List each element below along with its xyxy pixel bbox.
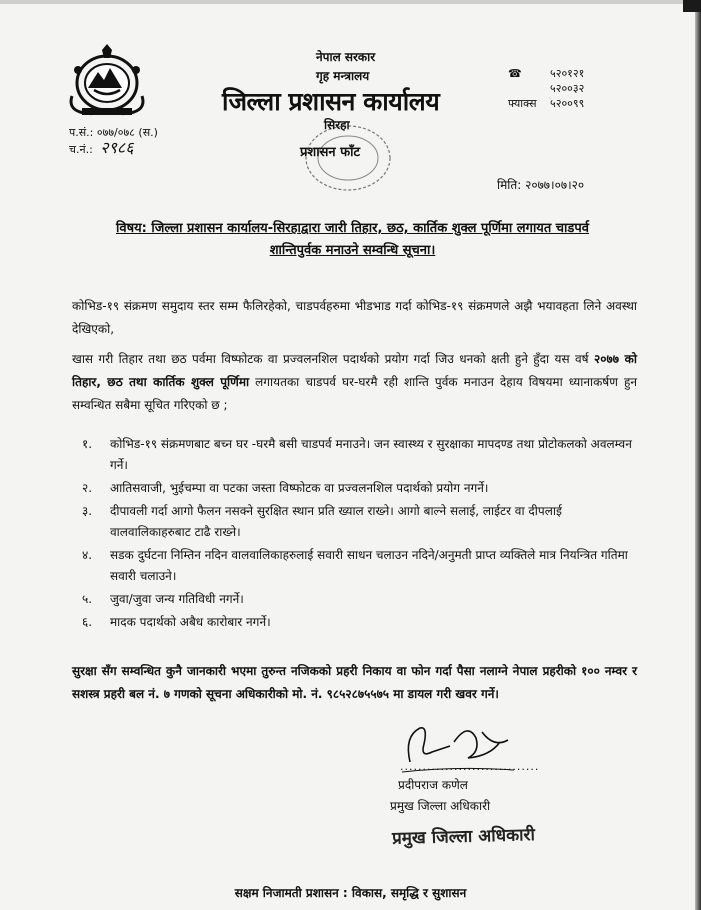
letter-date: मिति: २०७७।०७।२० <box>497 178 585 192</box>
list-item <box>82 589 642 610</box>
paragraph-1: कोभिड-१९ संक्रमण समुदाय स्तर सम्म फैलिरहेको, चाडपर्वहरुमा भीडभाड गर्दा कोभिड-१९ संक्रमणले अझै भयावहता लिने अवस्था देखिएको, <box>72 299 637 336</box>
fax-row <box>508 96 584 111</box>
list-item-text: आतिसवाजी, भुईचम्पा वा पटका जस्ता विष्फोटक वा प्रज्वलनशिल पदार्थको प्रयोग नगर्ने। <box>110 481 489 495</box>
government-name: नेपाल सरकार <box>316 50 376 64</box>
paragraph-3: सुरक्षा सँग सम्वन्धित कुनै जानकारी भएमा तुरुन्त नजिकको प्रहरी निकाय वा फोन गर्दा पैसा नलाग्ने नेपाल प्रहरीको १०० नम्वर र सशस्त्र प्रहरी बल नं. ७ गणको सूचना अधिकारीको मो. नं. ९८५२८७५५७५ मा डायल गरी खवर गर्ने। <box>72 664 637 701</box>
phone-number-1: ५२०१२१ <box>550 67 585 80</box>
list-item-text: कोभिड-१९ संक्रमणबाट बच्न घर -घरमै बसी चाडपर्व मनाउने। जन स्वास्थ्य र सुरक्षाका मापदण्ड तथा प्रोटोकलको अवलम्वन गर्ने। <box>110 437 632 472</box>
contact-block <box>508 66 584 111</box>
subject-line-2: शान्तिपुर्वक मनाउने सम्वन्धि सूचना। <box>269 243 436 258</box>
list-item-text: मादक पदार्थको अबैध कारोबार नगर्ने। <box>110 615 271 629</box>
list-item-number: ६. <box>82 615 93 629</box>
signatory-name: प्रदीपराज कणेल <box>398 778 468 792</box>
scan-right-edge <box>695 0 701 910</box>
nepal-emblem-icon <box>64 44 150 118</box>
list-item-number: २. <box>82 481 93 495</box>
scan-corner <box>683 0 701 12</box>
paragraph-2-bold: २०७७ को तिहार, छठ तथा कार्तिक शुक्ल पूर्णिमा <box>72 352 637 389</box>
signature-dots: ............................... <box>400 760 540 773</box>
paragraph-2-part-a: खास गरी तिहार तथा छठ पर्वमा विष्फोटक वा प्रज्वलनशिल पदार्थको प्रयोग गर्दा जिउ धनको क्षती हुने हुँदा यस वर्ष <box>72 352 594 366</box>
phone-row-2 <box>508 81 584 96</box>
phone-icon: ☎ <box>508 67 522 80</box>
list-item-text: दीपावली गर्दा आगो फैलन नसक्ने सुरक्षित स्थान प्रति ख्याल राख्ने। आगो बाल्ने सलाई, लाईटर वा दीपलाई वालवालिकाहरुबाट टाढै राख्ने। <box>110 504 562 539</box>
list-item-text: सडक दुर्घटना निम्तिन नदिन वालवालिकाहरुलाई सवारी साधन चलाउन नदिने/अनुमती प्राप्त व्यक्तिले मात्र नियन्त्रित गतिमा सवारी चलाउने। <box>110 548 628 583</box>
reference-cn-row <box>69 140 158 157</box>
phone-number-2: ५२००३२ <box>550 82 585 95</box>
reference-cn-handwritten: २९८६ <box>100 138 134 157</box>
phone-row-1 <box>508 66 584 81</box>
stamp-section: प्रशासन फाँट <box>300 145 361 160</box>
list-item <box>82 434 642 476</box>
ministry-name: गृह मन्त्रालय <box>316 69 370 83</box>
list-item-number: १. <box>82 437 93 451</box>
signatory-title: प्रमुख जिल्ला अधिकारी <box>390 799 491 813</box>
list-item <box>82 478 642 499</box>
footer-slogan: सक्षम निजामती प्रशासन : विकास, समृद्धि र सुशासन <box>234 886 467 900</box>
fax-label: फ्याक्स <box>508 97 537 110</box>
list-item <box>82 501 642 543</box>
directive-list <box>82 434 642 635</box>
list-item-text: जुवा/जुवा जन्य गतिविधी नगर्ने। <box>110 592 244 606</box>
office-name: जिल्ला प्रशासन कार्यालय <box>222 87 440 116</box>
scan-top-edge <box>0 0 701 4</box>
paragraph-2 <box>72 348 637 417</box>
subject-heading <box>60 218 645 262</box>
subject-line-1: विषय: जिल्ला प्रशासन कार्यालय-सिरहाद्वारा जारी तिहार, छठ, कार्तिक शुक्ल पूर्णिमा लगायत चाडपर्व <box>116 221 589 236</box>
list-item-number: ४. <box>82 548 93 562</box>
reference-block <box>69 125 158 157</box>
list-item <box>82 545 642 587</box>
list-item-number: ३. <box>82 504 93 518</box>
reference-ps: प.सं.: ०७७/०७८ (स.) <box>69 126 158 139</box>
stamp-district: सिरहा <box>324 118 350 132</box>
fax-number: ५२००९९ <box>550 97 585 110</box>
paragraph-2-part-c: लगायतका चाडपर्व घर-घरमै रही शान्ति पुर्वक मनाउन देहाय विषयमा ध्यानाकर्षण हुन सम्वन्धित सबैमा सूचित गरिएको छ ; <box>72 375 637 412</box>
reference-cn-label: च.नं.: <box>69 143 93 156</box>
list-item <box>82 612 642 633</box>
designation-stamp: प्रमुख जिल्ला अधिकारी <box>391 825 536 849</box>
list-item-number: ५. <box>82 592 93 606</box>
